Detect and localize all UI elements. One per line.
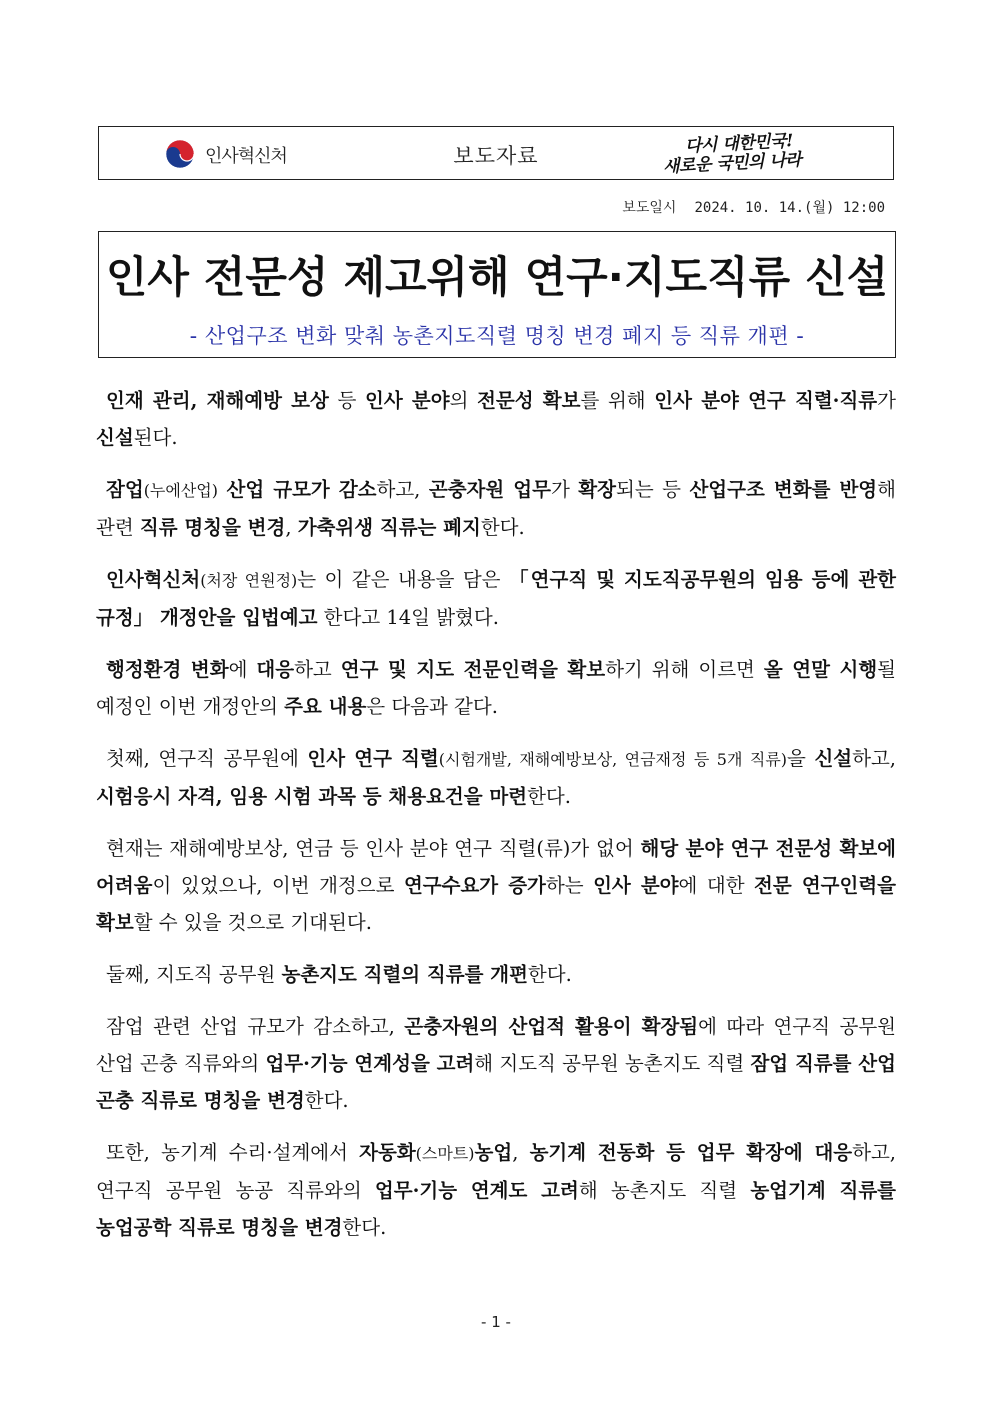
text-run: 주요 내용 [284, 695, 367, 718]
text-run: 에 따라 연구직 공무원 산업 곤충 직류와의 [96, 1015, 896, 1075]
release-datetime [622, 197, 885, 217]
paragraph-2 [96, 471, 896, 546]
paragraph-4 [96, 651, 896, 725]
text-run: 해 농촌지도 직렬 [578, 1179, 751, 1202]
paragraph-1 [96, 382, 896, 456]
text-run: 대응 [256, 658, 295, 681]
text-run: 가 [550, 478, 579, 501]
text-run: 한다. [342, 1216, 387, 1239]
text-run: 한다. [527, 785, 571, 808]
text-run: 하고, [852, 747, 896, 770]
text-run: 된다. [133, 426, 178, 449]
org-name: 인사혁신처 [205, 146, 287, 167]
text-run: (스마트) [415, 1144, 475, 1163]
text-run: 산업구조 변화를 반영 [689, 478, 878, 501]
text-run: 가 [877, 389, 896, 412]
main-title: 인사 전문성 제고위해 연구·지도직류 신설 [105, 253, 889, 303]
text-run: 하고 [294, 658, 341, 681]
text-run: , [512, 1141, 530, 1164]
text-run: 신설 [96, 426, 134, 449]
text-run: 잠업 직류를 산업 곤충 직류로 명칭을 변경 [96, 1052, 896, 1112]
text-run: 인사 분야 연구 직렬·직류 [654, 389, 878, 412]
text-run: 등 [328, 389, 365, 412]
page-number: - 1 - [481, 1313, 511, 1331]
release-label: 보도일시 [622, 200, 677, 216]
header-banner [98, 126, 894, 180]
text-run: 둘째, 지도직 공무원 [106, 963, 282, 986]
text-run: 또한, 농기계 수리·설계에서 [106, 1141, 360, 1164]
text-run: 산업 규모가 감소 [226, 478, 377, 501]
paragraph-3 [96, 561, 896, 636]
text-run: 「연구직 및 지도직공무원의 임용 등에 관한 규정」 개정안을 입법예고 [96, 568, 896, 629]
text-run: 인사혁신처 [106, 568, 201, 591]
text-run: (처장 연원정) [200, 571, 298, 590]
text-run: 농촌지도 직렬의 직류를 개편 [281, 963, 528, 986]
sub-title: - 산업구조 변화 맞춰 농촌지도직렬 명칭 변경 폐지 등 직류 개편 - [189, 324, 805, 348]
text-run: 에 대한 [678, 874, 755, 897]
text-run: 을 [787, 747, 815, 770]
text-run: 농업기계 직류를 농업공학 직류로 명칭을 변경 [96, 1179, 896, 1239]
text-run: 자동화 [359, 1141, 416, 1164]
text-run: 한다. [527, 963, 572, 986]
text-run: 은 다음과 같다. [366, 695, 498, 718]
text-run: 첫째, 연구직 공무원에 [106, 747, 308, 770]
text-run: 해당 분야 연구 전문성 확보에 어려움 [96, 837, 896, 897]
text-run: 연구수요가 증가 [403, 874, 546, 897]
text-run: 잠업 [106, 478, 144, 501]
text-run: 농기계 전동화 등 업무 확장에 대응 [529, 1141, 853, 1164]
text-run: 할 수 있을 것으로 기대된다. [133, 911, 372, 934]
text-run: 시험응시 자격, 임용 시험 과목 등 채용요건을 마련 [96, 785, 528, 808]
paragraph-6 [96, 830, 896, 941]
text-run: 의 [449, 389, 478, 412]
text-run: 해 관련 [96, 478, 896, 539]
text-run: 인사 분야 [593, 874, 679, 897]
text-run: 한다고 14일 밝혔다. [317, 606, 499, 629]
slogan-line-2: 새로운 국민의 나라 [662, 150, 802, 178]
text-run: 신설 [814, 747, 853, 770]
text-run: 되는 등 [615, 478, 690, 501]
text-run: 하는 [545, 874, 594, 897]
text-run: 농업 [474, 1141, 513, 1164]
paragraph-5 [96, 740, 896, 815]
text-run: 는 이 같은 내용을 담은 [297, 568, 509, 591]
text-run: 확장 [578, 478, 616, 501]
text-run: 업무·기능 연계성을 고려 [265, 1052, 475, 1075]
text-run: 해 지도직 공무원 농촌지도 직렬 [474, 1052, 751, 1075]
text-run: 곤충자원의 산업적 활용이 확장됨 [404, 1015, 699, 1038]
text-run: 인사 연구 직렬 [307, 747, 439, 770]
text-run: 전문 연구인력을 확보 [96, 874, 896, 934]
slogan-line-1: 다시 대한민국! [684, 131, 794, 157]
article-body [96, 382, 896, 1261]
text-run: 에 [228, 658, 257, 681]
paragraph-7 [96, 956, 896, 993]
text-run: 를 위해 [580, 389, 655, 412]
text-run: 인사 분야 [364, 389, 450, 412]
text-run: 가축위생 직류는 폐지 [297, 516, 481, 539]
text-run: 전문성 확보 [477, 389, 581, 412]
text-run: 업무·기능 연계도 고려 [374, 1179, 579, 1202]
release-value: 2024. 10. 14.(월) 12:00 [694, 200, 885, 216]
paragraph-9 [96, 1134, 896, 1246]
text-run: 곤충자원 업무 [428, 478, 551, 501]
text-run: 하고, 연구직 공무원 농공 직류와의 [96, 1141, 896, 1202]
text-run: (시험개발, 재해예방보상, 연금재정 등 5개 직류) [438, 750, 788, 769]
text-run: 하고, [376, 478, 429, 501]
paragraph-8 [96, 1008, 896, 1119]
text-run: (누에산업) [143, 481, 218, 500]
slogan [663, 132, 863, 176]
text-run: 행정환경 변화 [106, 658, 229, 681]
text-run: , [285, 516, 298, 539]
text-run: 이 있었으나, 이번 개정으로 [152, 874, 404, 897]
text-run: 잠업 관련 산업 규모가 감소하고, [106, 1015, 405, 1038]
text-run: 될 예정인 이번 개정안의 [96, 658, 896, 718]
text-run: 하기 위해 이르면 [605, 658, 764, 681]
title-box [98, 231, 896, 358]
text-run: 연구 및 지도 전문인력을 확보 [340, 658, 606, 681]
text-run: 한다. [480, 516, 525, 539]
text-run: 직류 명칭을 변경 [139, 516, 286, 539]
text-run: 한다. [304, 1089, 349, 1112]
text-run: 인재 관리, 재해예방 보상 [106, 389, 329, 412]
text-run: 올 연말 시행 [763, 658, 878, 681]
text-run: 현재는 재해예방보상, 연금 등 인사 분야 연구 직렬(류)가 없어 [106, 837, 641, 860]
doc-type: 보도자료 [453, 144, 539, 168]
